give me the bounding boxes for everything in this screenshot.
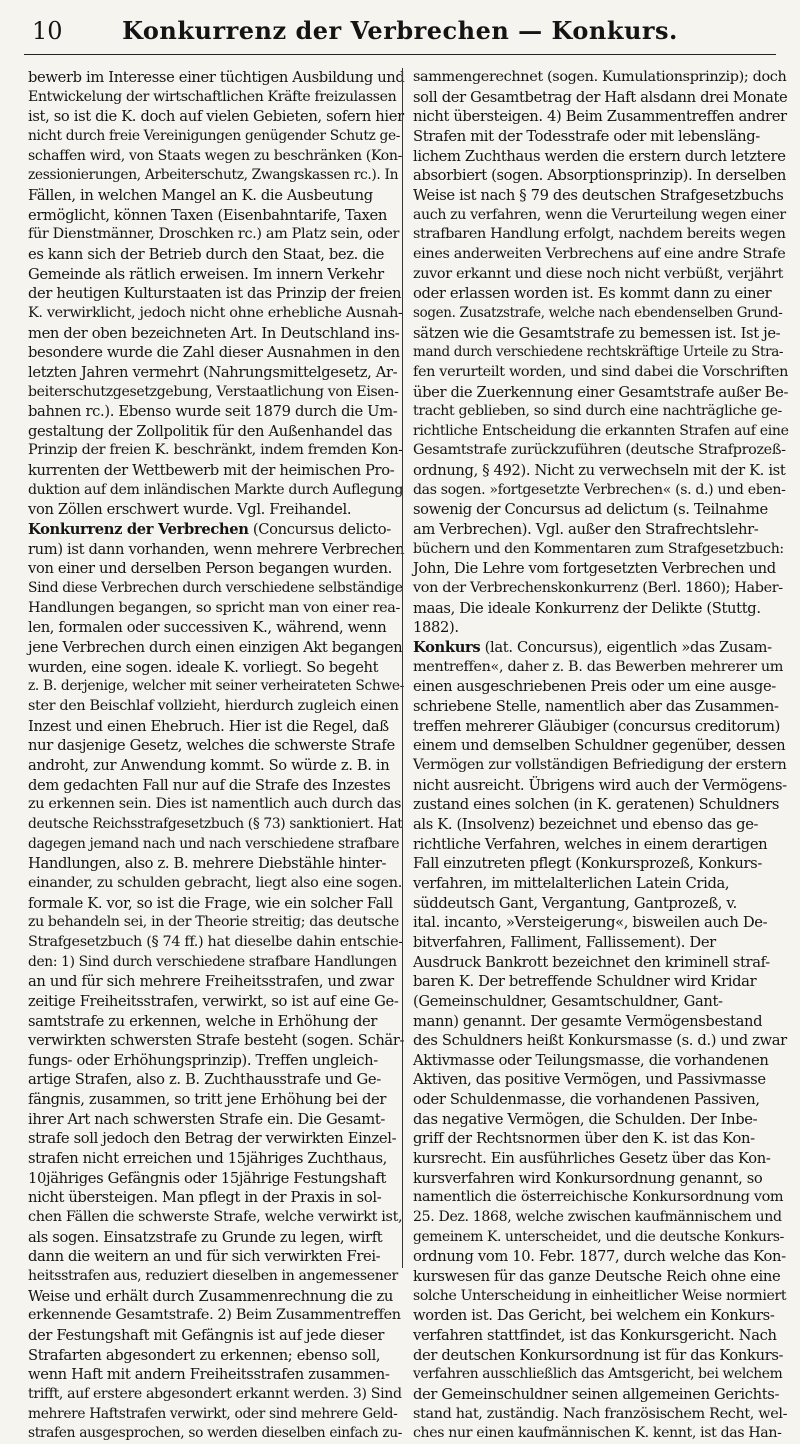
text-line: maas, Die ideale Konkurrenz der Delikte (Stuttg. [413, 599, 761, 617]
text-line: das sogen. »fortgesetzte Verbrechen« (s. d.) und eben- [413, 481, 786, 498]
text-line: Strafgesetzbuch (§ 74 ff.) hat dieselbe dahin entschie- [28, 933, 403, 950]
text-line: einem und demselben Schuldner gegenüber, dessen [413, 737, 786, 755]
text-line: Sind diese Verbrechen durch verschiedene selbständige [28, 580, 403, 597]
text-line: men der oben bezeichneten Art. In Deutschland ins- [28, 324, 400, 342]
text-line: dagegen jemand nach und nach verschiedene strafbare [28, 835, 400, 852]
text-line: als sogen. Einsatzstrafe zu Grunde zu legen, wirft [28, 1228, 383, 1246]
text-line: sammengerechnet (sogen. Kumulationsprinzip); doch [413, 69, 787, 85]
text-line: ital. incanto, »Versteigerung«, bisweilen auch De- [413, 914, 768, 932]
text-line: androht, zur Anwendung kommt. So würde z. B. in [28, 756, 390, 774]
text-line: strafe soll jedoch den Betrag der verwirkten Einzel- [28, 1130, 397, 1148]
column-divider [402, 68, 403, 1268]
text-line: Weise und erhält durch Zusammenrechnung die zu [28, 1287, 393, 1305]
text-line: wurden, eine sogen. ideale K. vorliegt. So begeht [28, 658, 379, 676]
text-line: Vermögen zur vollständigen Befriedigung der erstern [413, 756, 787, 773]
text-line: ordnung vom 10. Febr. 1877, durch welche das Kon- [413, 1248, 786, 1266]
text-line: stand hat, zuständig. Nach französischem Recht, wel- [413, 1405, 788, 1422]
text-line: besondere wurde die Zahl dieser Ausnahmen in den [28, 344, 400, 362]
text-line: heitsstrafen aus, reduziert dieselben in angemessener [28, 1268, 398, 1285]
text-line: tracht geblieben, so sind durch eine nachträgliche ge- [413, 403, 782, 420]
text-line: von der Verbrechenskonkurrenz (Berl. 1860); Haber- [413, 580, 783, 597]
text-line: nur dasjenige Gesetz, welches die schwerste Strafe [28, 737, 395, 755]
text-line: strafbaren Handlung erfolgt, nachdem bereits wegen [413, 226, 786, 243]
text-line: John, Die Lehre vom fortgesetzten Verbrechen und [413, 560, 776, 578]
text-line: erkennende Gesamtstrafe. 2) Beim Zusammentreffen [28, 1307, 401, 1324]
right-column [413, 68, 789, 1442]
text-line: verfahren stattfindet, ist das Konkursgericht. Nach [413, 1327, 777, 1344]
text-line: der Gemeinschuldner seinen allgemeinen Gerichts- [413, 1385, 780, 1403]
text-line: Gemeinde als rätlich erweisen. Im innern Verkehr [28, 265, 384, 283]
text-line: 25. Dez. 1868, welche zwischen kaufmännischem und [413, 1209, 782, 1226]
text-line: Inzest und einen Ehebruch. Hier ist die Regel, daß [28, 717, 389, 735]
text-line: samtstrafe zu erkennen, welche in Erhöhung der [28, 1012, 378, 1030]
text-line: bitverfahren, Falliment, Fallissement). Der [413, 933, 716, 951]
text-line: der deutschen Konkursordnung ist für das Konkurs- [413, 1346, 784, 1364]
text-line: wenn Haft mit andern Freiheitsstrafen zusammen- [28, 1366, 390, 1384]
text-line: ster den Beischlaf vollzieht, hierdurch zugleich einen [28, 698, 399, 714]
text-line: am Verbrechen). Vgl. außer den Strafrechtslehr- [413, 521, 759, 539]
text-line: kursrecht. Ein ausführliches Gesetz über das Kon- [413, 1150, 771, 1168]
text-line: duktion auf dem inländischen Markte durch Auflegung [28, 481, 403, 498]
page-number: 10 [32, 17, 63, 45]
right-text-block-1 [413, 68, 788, 638]
text-line: rum) ist dann vorhanden, wenn mehrere Verbrechen [28, 540, 405, 558]
text-line: lichem Zuchthaus werden die erstern durch letztere [413, 147, 786, 165]
text-line: Aktivmasse oder Teilungsmasse, die vorhandenen [413, 1051, 769, 1069]
text-line: absorbiert (sogen. Absorptionsprinzip). In derselben [413, 167, 787, 185]
text-line: ordnung, § 492). Nicht zu verwechseln mit der K. ist [413, 462, 786, 480]
text-line: letzten Jahren vermehrt (Nahrungsmittelgesetz, Ar- [28, 363, 398, 381]
text-line: sowenig der Concursus ad delictum (s. Teilnahme [413, 501, 768, 519]
text-line: oder erlassen worden ist. Es kommt dann zu einer [413, 285, 772, 303]
text-line: gemeinem K. unterscheidet, und die deutsche Konkurs- [413, 1228, 784, 1245]
text-line: ches nur einen kaufmännischen K. kennt, ist das Han- [413, 1425, 782, 1442]
text-line: chen Fällen die schwerste Strafe, welche verwirkt ist, [28, 1209, 403, 1226]
text-line: verfahren, im mittelalterlichen Latein Crida, [413, 874, 730, 892]
entry-heading-rest: (Concursus delicto- [248, 521, 391, 539]
text-line: strafen ausgesprochen, so werden dieselben einfach zu- [28, 1425, 403, 1442]
entry-title-konkurs: Konkurs [413, 639, 481, 657]
text-line: schriebene Stelle, namentlich aber das Zusammen- [413, 698, 779, 715]
text-line: kurrenten der Wettbewerb mit der heimischen Pro- [28, 462, 395, 480]
text-line: fungs- oder Erhöhungsprinzip). Treffen ungleich- [28, 1051, 378, 1069]
text-line: es kann sich der Betrieb durch den Staat, bez. die [28, 245, 385, 263]
text-line: schaffen wird, von Staats wegen zu beschränken (Kon- [28, 147, 403, 164]
text-line: (Gemeinschuldner, Gesamtschuldner, Gant- [413, 992, 723, 1010]
right-text-block-2 [413, 658, 788, 1444]
text-line: richtliche Entscheidung die erkannten Strafen auf eine [413, 422, 789, 439]
entry-heading-line [28, 520, 403, 540]
text-line: verwirkten schwersten Strafe besteht (sogen. Schär- [28, 1032, 405, 1050]
text-line: z. B. derjenige, welcher mit seiner verheirateten Schwe- [28, 678, 404, 695]
text-line: der Festungshaft mit Gefängnis ist auf jede dieser [28, 1327, 385, 1344]
text-line: Ausdruck Bankrott bezeichnet den kriminell straf- [413, 953, 770, 971]
text-line: mand durch verschiedene rechtskräftige Urteile zu Stra- [413, 344, 784, 361]
text-line: Weise ist nach § 79 des deutschen Strafgesetzbuchs [413, 186, 784, 204]
text-line: zu behandeln sei, in der Theorie streitig; das deutsche [28, 914, 399, 931]
text-line: formale K. vor, so ist die Frage, wie ein solcher Fall [28, 894, 393, 912]
text-line: gestaltung der Zollpolitik für den Außenhandel das [28, 422, 393, 440]
text-line: soll der Gesamtbetrag der Haft alsdann drei Monate [413, 88, 788, 106]
text-line: mehrere Haftstrafen verwirkt, oder sind mehrere Geld- [28, 1405, 398, 1422]
text-line: eines anderweiten Verbrechens auf eine andre Strafe [413, 245, 786, 262]
text-line: trifft, auf erstere abgesondert erkannt werden. 3) Sind [28, 1385, 402, 1402]
text-line: des Schuldners heißt Konkursmasse (s. d.) und zwar [413, 1032, 787, 1050]
text-line: büchern und den Kommentaren zum Strafgesetzbuch: [413, 540, 784, 557]
text-line: solche Unterscheidung in einheitlicher Weise normiert [413, 1287, 787, 1304]
text-line: als K. (Insolvenz) bezeichnet und ebenso das ge- [413, 815, 759, 833]
text-line: einander, zu schulden gebracht, liegt also eine sogen. [28, 874, 402, 891]
text-line: richtliche Verfahren, welches in einem derartigen [413, 835, 768, 853]
text-line: K. verwirklicht, jedoch nicht ohne erhebliche Ausnah- [28, 304, 403, 321]
text-line: ihrer Art nach schwersten Strafe ein. Die Gesamt- [28, 1110, 386, 1128]
running-head: Konkurrenz der Verbrechen — Konkurs. [122, 16, 678, 45]
text-line: artige Strafen, also z. B. Zuchthausstrafe und Ge- [28, 1071, 381, 1089]
text-line: beiterschutzgesetzgebung, Verstaatlichung von Eisen- [28, 383, 399, 400]
text-line: mentreffen«, daher z. B. das Bewerben mehrerer um [413, 658, 784, 675]
text-line: kurswesen für das ganze Deutsche Reich ohne eine [413, 1268, 781, 1286]
text-line: Strafen mit der Todesstrafe oder mit lebensläng- [413, 127, 760, 145]
text-line: nicht übersteigen. 4) Beim Zusammentreffen andrer [413, 108, 787, 126]
text-line: nicht durch freie Vereinigungen genügender Schutz ge- [28, 127, 401, 144]
text-line: sätzen wie die Gesamtstrafe zu bemessen ist. Ist je- [413, 324, 781, 342]
text-line: verfahren ausschließlich das Amtsgericht, bei welchem [413, 1366, 783, 1383]
text-line: Strafarten abgesondert zu erkennen; ebenso soll, [28, 1346, 381, 1364]
text-line: kursverfahren wird Konkursordnung genannt, so [413, 1169, 763, 1187]
text-line: Entwickelung der wirtschaftlichen Kräfte freizulassen [28, 88, 397, 105]
text-line: Aktiven, das positive Vermögen, und Passivmasse [413, 1071, 766, 1089]
text-line: an und für sich mehrere Freiheitsstrafen, und zwar [28, 973, 394, 991]
left-text-block-1 [28, 68, 403, 520]
text-line: von Zöllen erschwert wurde. Vgl. Freihandel. [28, 501, 352, 519]
text-line: über die Zuerkennung einer Gesamtstrafe außer Be- [413, 383, 789, 401]
text-line: baren K. Der betreffende Schuldner wird Kridar [413, 973, 757, 991]
text-line: auch zu verfahren, wenn die Verurteilung wegen einer [413, 206, 786, 223]
text-line: griff der Rechtsnormen über den K. ist das Kon- [413, 1130, 755, 1148]
text-line: deutsche Reichsstrafgesetzbuch (§ 73) sanktioniert. Hat [28, 815, 403, 832]
text-line: oder Schuldenmasse, die vorhandenen Passiven, [413, 1091, 760, 1109]
left-column [28, 68, 405, 1442]
text-line: 10jähriges Gefängnis oder 15jährige Festungshaft [28, 1169, 387, 1187]
text-line: Handlungen, also z. B. mehrere Diebstähle hinter- [28, 855, 387, 873]
text-line: 1882). [413, 619, 459, 637]
text-line: ermöglicht, können Taxen (Eisenbahntarife, Taxen [28, 206, 388, 224]
text-line: len, formalen oder successiven K., während, wenn [28, 619, 387, 637]
text-line: dann die weitern an und für sich verwirkten Frei- [28, 1248, 381, 1266]
text-line: mann) genannt. Der gesamte Vermögensbestand [413, 1012, 763, 1030]
text-line: zeitige Freiheitsstrafen, verwirkt, so ist auf eine Ge- [28, 992, 399, 1010]
text-line: der heutigen Kulturstaaten ist das Prinzip der freien [28, 285, 402, 303]
text-line: fängnis, zusammen, so tritt jene Erhöhung bei der [28, 1091, 387, 1109]
left-text-block-2 [28, 540, 403, 1444]
page-header [24, 6, 776, 55]
entry-heading-line [413, 638, 788, 658]
text-line: bahnen rc.). Ebenso wurde seit 1879 durch die Um- [28, 403, 398, 421]
text-line: dem gedachten Fall nur auf die Strafe des Inzestes [28, 776, 391, 794]
text-line: jene Verbrechen durch einen einzigen Akt begangen [28, 639, 403, 657]
text-line: Prinzip der freien K. beschränkt, indem fremden Kon- [28, 442, 403, 459]
text-line: von einer und derselben Person begangen wurden. [28, 560, 392, 578]
text-line: nicht ausreicht. Übrigens wird auch der Vermögens- [413, 776, 787, 794]
text-line: ist, so ist die K. doch auf vielen Gebieten, sofern hier [28, 108, 404, 126]
text-line: nicht übersteigen. Man pflegt in der Praxis in sol- [28, 1189, 382, 1207]
text-line: den: 1) Sind durch verschiedene strafbare Handlungen [28, 953, 397, 970]
text-line: zu erkennen sein. Dies ist namentlich auch durch das [28, 796, 401, 813]
text-line: für Dienstmänner, Droschken rc.) am Platz sein, oder [28, 226, 400, 243]
text-line: zustand eines solchen (in K. geratenen) Schuldners [413, 796, 780, 814]
text-line: bewerb im Interesse einer tüchtigen Ausbildung und [28, 69, 405, 86]
text-line: namentlich die österreichische Konkursordnung vom [413, 1189, 784, 1206]
text-line: treffen mehrerer Gläubiger (concursus creditorum) [413, 717, 780, 735]
text-line: strafen nicht erreichen und 15jähriges Zuchthaus, [28, 1150, 387, 1168]
text-line: süddeutsch Gant, Vergantung, Gantprozeß, v. [413, 894, 737, 912]
text-line: zessionierungen, Arbeiterschutz, Zwangskassen rc.). In [28, 167, 399, 184]
entry-heading-rest: (lat. Concursus), eigentlich »das Zusam- [480, 639, 772, 657]
text-line: Gesamtstrafe zurückzuführen (deutsche Strafprozeß- [413, 442, 786, 459]
text-line: Handlungen begangen, so spricht man von einer rea- [28, 599, 401, 616]
text-line: einen ausgeschriebenen Preis oder um eine ausge- [413, 678, 776, 696]
text-line: Fall einzutreten pflegt (Konkursprozeß, Konkurs- [413, 855, 762, 873]
text-line: das negative Vermögen, die Schulden. Der Inbe- [413, 1110, 758, 1128]
entry-title-konkurrenz-der-verbrechen: Konkurrenz der Verbrechen [28, 521, 249, 539]
text-line: Fällen, in welchen Mangel an K. die Ausbeutung [28, 186, 373, 204]
text-line: fen verurteilt worden, und sind dabei die Vorschriften [413, 363, 788, 380]
text-line: worden ist. Das Gericht, bei welchem ein Konkurs- [413, 1307, 775, 1325]
text-line: sogen. Zusatzstrafe, welche nach ebendenselben Grund- [413, 304, 783, 321]
text-line: zuvor erkannt und diese noch nicht verbüßt, verjährt [413, 265, 784, 282]
